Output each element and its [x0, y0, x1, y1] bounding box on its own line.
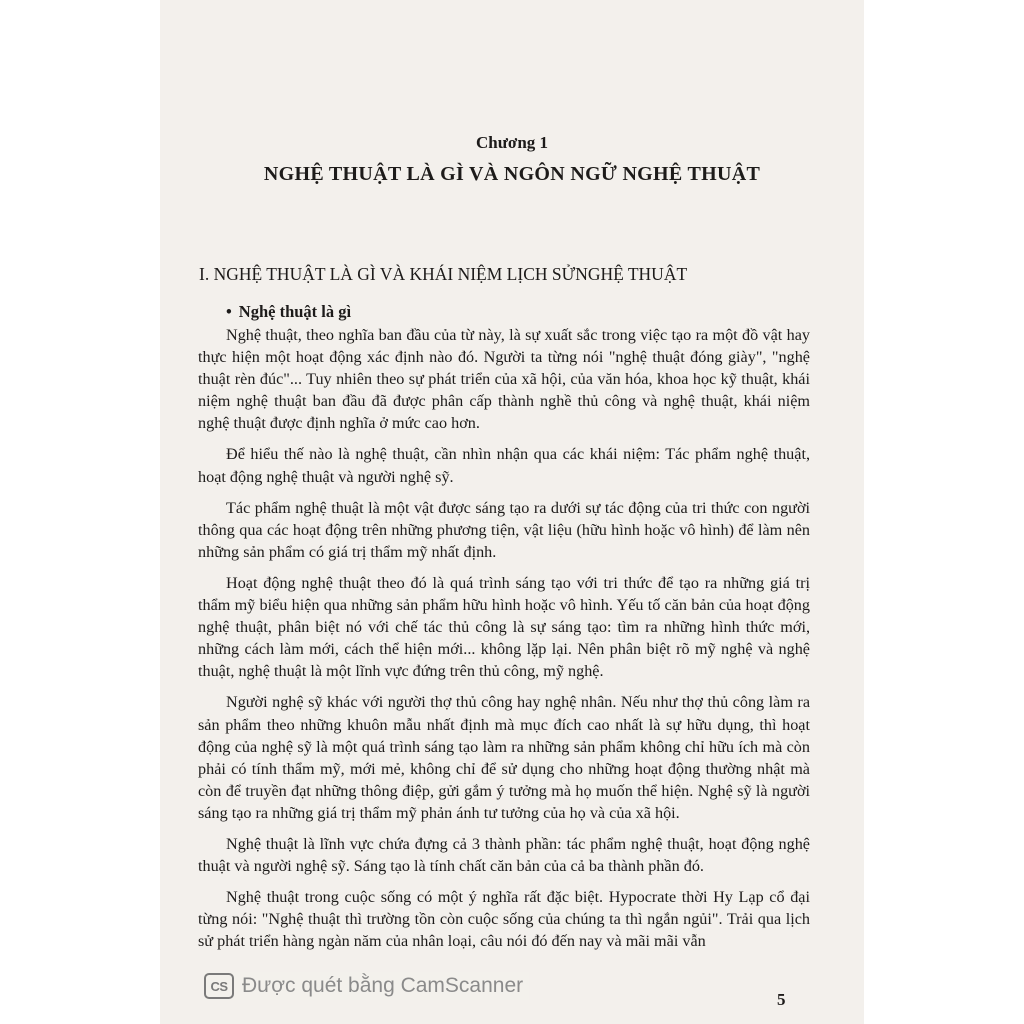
paragraph: Nghệ thuật là lĩnh vực chứa đựng cả 3 thành phần: tác phẩm nghệ thuật, hoạt động nghệ thuật và người nghệ sỹ. Sáng tạo là tính chất căn bản của cả ba thành phần đó.: [198, 834, 810, 876]
paragraph: Tác phẩm nghệ thuật là một vật được sáng tạo ra dưới sự tác động của tri thức con người thông qua các hoạt động trên những phương tiện, vật liệu (hữu hình hoặc vô hình) để làm nên những sản phẩm có giá trị thẩm mỹ nhất định.: [198, 498, 810, 561]
paragraph: Nghệ thuật, theo nghĩa ban đầu của từ này, là sự xuất sắc trong việc tạo ra một đồ vật hay thực hiện một hoạt động xác định nào đó. Người ta từng nói "nghệ thuật đóng giày", "nghệ thuật rèn đúc"... Tuy nhiên theo sự phát triển của xã hội, của văn hóa, khoa học kỹ thuật, khái niệm nghệ thuật ban đầu đã được phân cấp thành nghề thủ công và nghệ thuật, khái niệm nghệ thuật được định nghĩa ở mức cao hơn.: [198, 326, 810, 433]
watermark-text: Được quét bằng CamScanner: [242, 974, 524, 997]
subheading-text: Nghệ thuật là gì: [238, 302, 352, 321]
bullet-icon: •: [226, 302, 232, 321]
camscanner-watermark: [204, 972, 529, 1000]
paragraph: Người nghệ sỹ khác với người thợ thủ công hay nghệ nhân. Nếu như thợ thủ công làm ra sản phẩm theo những khuôn mẫu nhất định mà mục đích cao nhất là sự hữu dụng, thì hoạt động của nghệ sỹ là một quá trình sáng tạo làm ra những sản phẩm không chỉ hữu ích mà còn phải có tính thẩm mỹ, mới mẻ, không chỉ để sử dụng cho những hoạt động thường nhật mà còn để truyền đạt những thông điệp, gửi gắm ý tưởng mà họ muốn thể hiện. Nghệ sỹ là người sáng tạo ra những giá trị thẩm mỹ phản ánh tư tưởng của họ và của xã hội.: [198, 693, 810, 822]
subheading: [226, 302, 351, 322]
paragraph: Hoạt động nghệ thuật theo đó là quá trình sáng tạo với tri thức để tạo ra những giá trị thẩm mỹ biểu hiện qua những sản phẩm hữu hình hoặc vô hình. Yếu tố căn bản của hoạt động nghệ thuật, phân biệt nó với chế tác thủ công là sự sáng tạo: tìm ra những hình thức mới, những cách làm mới, cách thể hiện mới... không lặp lại. Nên phân biệt rõ mỹ nghệ và nghệ thuật, nghệ thuật là một lĩnh vực đứng trên thủ công, mỹ nghệ.: [198, 573, 810, 681]
paragraph: Nghệ thuật trong cuộc sống có một ý nghĩa rất đặc biệt. Hypocrate thời Hy Lạp cổ đại từng nói: "Nghệ thuật thì trường tồn còn cuộc sống của chúng ta thì ngắn ngủi". Trải qua lịch sử phát triển hàng ngàn năm của nhân loại, câu nói đó đến nay và mãi mãi vẫn: [198, 888, 810, 951]
body-text: [198, 324, 810, 961]
camscanner-logo-icon: [204, 973, 234, 999]
camscanner-logo-text: CS: [210, 978, 228, 994]
chapter-label: Chương 1: [475, 133, 549, 152]
paragraph: Để hiểu thế nào là nghệ thuật, cần nhìn nhận qua các khái niệm: Tác phẩm nghệ thuật, hoạt động nghệ thuật và người nghệ sỹ.: [198, 445, 810, 486]
section-heading: I. NGHỆ THUẬT LÀ GÌ VÀ KHÁI NIỆM LỊCH SỬNGHỆ THUẬT: [199, 264, 688, 284]
chapter-title: NGHỆ THUẬT LÀ GÌ VÀ NGÔN NGỮ NGHỆ THUẬT: [263, 163, 761, 185]
page-number: 5: [777, 990, 786, 1009]
